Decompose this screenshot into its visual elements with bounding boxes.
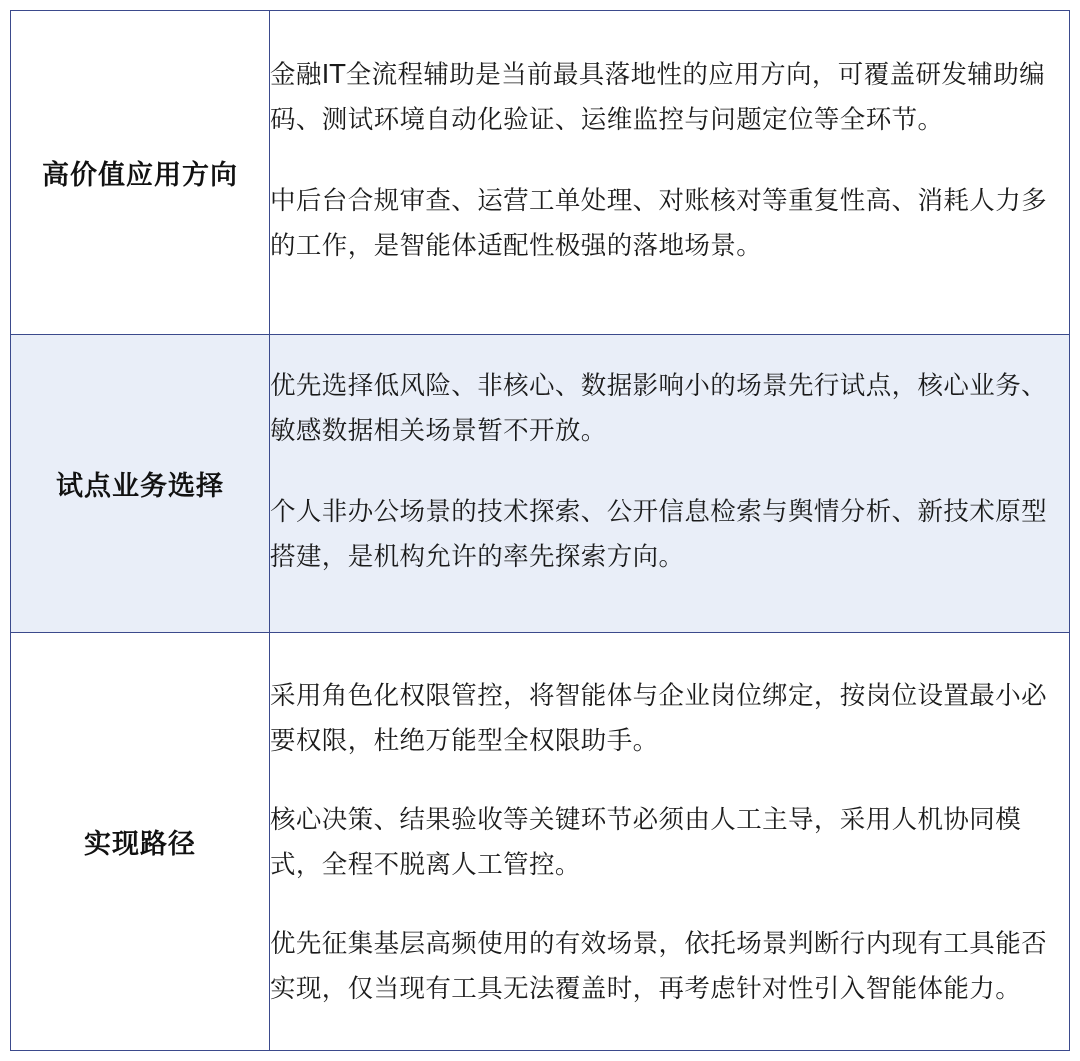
paragraph: 金融IT全流程辅助是当前最具落地性的应用方向，可覆盖研发辅助编码、测试环境自动化验证、运维监控与问题定位等全环节。	[270, 59, 1045, 135]
row-label-pilot-selection: 试点业务选择	[11, 335, 270, 633]
row-label-implementation-path: 实现路径	[11, 633, 270, 1051]
info-table	[10, 10, 1070, 1051]
row-label-high-value: 高价值应用方向	[11, 11, 270, 335]
row-content-implementation-path	[270, 633, 1070, 1051]
paragraph: 中后台合规审查、运营工单处理、对账核对等重复性高、消耗人力多的工作，是智能体适配性极强的落地场景。	[270, 185, 1048, 261]
paragraph: 优先征集基层高频使用的有效场景，依托场景判断行内现有工具能否实现，仅当现有工具无法覆盖时，再考虑针对性引入智能体能力。	[270, 928, 1048, 1004]
paragraph: 核心决策、结果验收等关键环节必须由人工主导，采用人机协同模式，全程不脱离人工管控。	[270, 804, 1022, 880]
row-content-pilot-selection	[270, 335, 1070, 633]
table-row-high-value	[11, 11, 1070, 335]
paragraph: 采用角色化权限管控，将智能体与企业岗位绑定，按岗位设置最小必要权限，杜绝万能型全权限助手。	[270, 680, 1048, 756]
table-row-pilot-selection	[11, 335, 1070, 633]
table-row-implementation-path	[11, 633, 1070, 1051]
paragraph: 优先选择低风险、非核心、数据影响小的场景先行试点，核心业务、敏感数据相关场景暂不开放。	[270, 370, 1048, 446]
paragraph: 个人非办公场景的技术探索、公开信息检索与舆情分析、新技术原型搭建，是机构允许的率先探索方向。	[270, 496, 1048, 572]
row-content-high-value	[270, 11, 1070, 335]
